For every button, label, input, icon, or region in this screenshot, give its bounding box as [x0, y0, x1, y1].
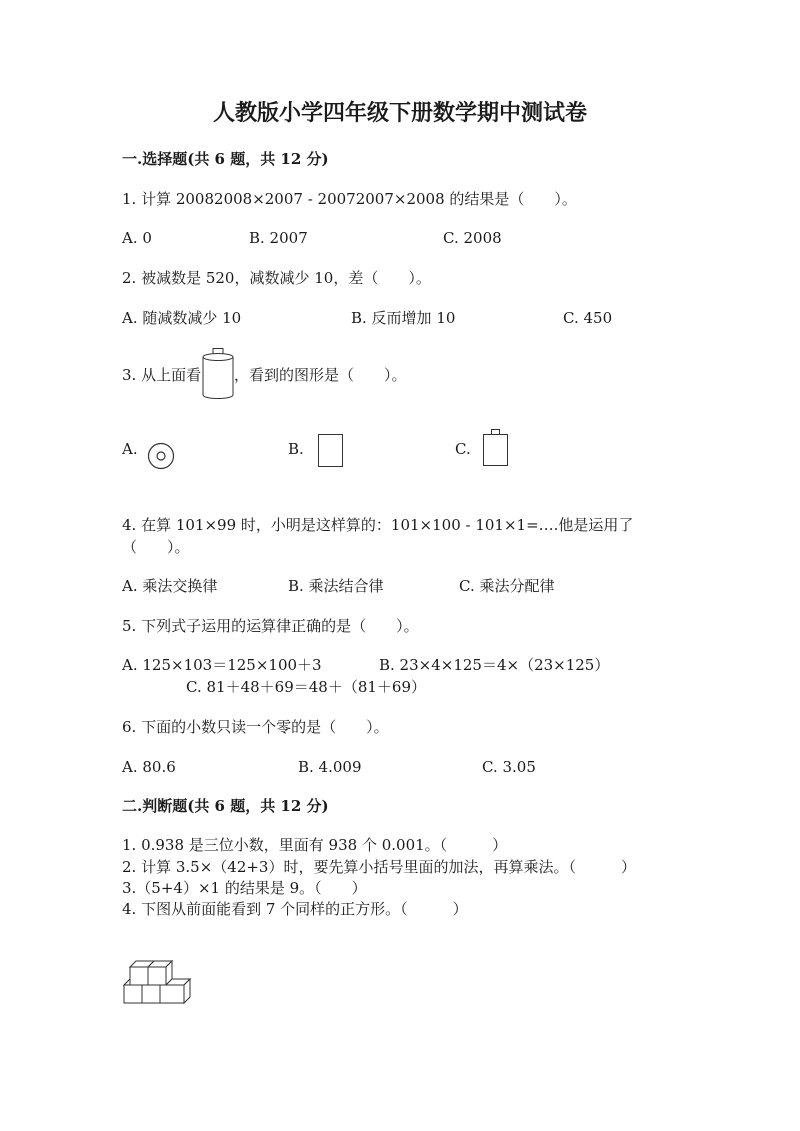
question-3-text-after: ，看到的图形是（ ）。	[234, 366, 407, 384]
question-2-option-b: B. 反而增加 10	[351, 309, 456, 327]
question-6-text: 6. 下面的小数只读一个零的是（ ）。	[122, 718, 389, 736]
question-1-option-c: C. 2008	[443, 229, 502, 247]
question-4-text-line2: （ ）。	[122, 538, 190, 556]
cube-stack-figure	[118, 955, 208, 1005]
question-6-option-c: C. 3.05	[482, 758, 536, 776]
question-3-option-a: A.	[122, 440, 138, 458]
page-title: 人教版小学四年级下册数学期中测试卷	[212, 100, 587, 126]
section-heading-judgment: 二.判断题(共 6 题，共 12 分)	[122, 797, 329, 815]
concentric-circles-figure	[147, 442, 175, 470]
section-heading-choice: 一.选择题(共 6 题，共 12 分)	[122, 150, 329, 168]
question-3-option-b: B.	[288, 440, 304, 458]
question-6-option-a: A. 80.6	[122, 758, 176, 776]
rectangle-with-cap-figure	[483, 429, 509, 467]
question-4-option-c: C. 乘法分配律	[459, 577, 555, 595]
question-2-option-a: A. 随减数减少 10	[122, 309, 242, 327]
question-1-text: 1. 计算 20082008×2007 - 20072007×2008 的结果是（ ）。	[122, 190, 577, 208]
question-4-text-line1: 4. 在算 101×99 时，小明是这样算的：101×100 - 101×1=….他是运用了	[122, 516, 634, 534]
question-1-option-a: A. 0	[122, 229, 152, 247]
question-4-option-b: B. 乘法结合律	[288, 577, 384, 595]
question-4-option-a: A. 乘法交换律	[122, 577, 218, 595]
question-5-option-b: B. 23×4×125＝4×（23×125）	[379, 656, 610, 674]
judgment-item-4: 4. 下图从前面能看到 7 个同样的正方形。（ ）	[122, 900, 468, 918]
question-2-option-c: C. 450	[563, 309, 613, 327]
question-5-text: 5. 下列式子运用的运算律正确的是（ ）。	[122, 617, 419, 635]
question-5-option-c: C. 81＋48＋69＝48＋（81＋69）	[186, 678, 427, 696]
judgment-item-3: 3.（5+4）×1 的结果是 9。（ ）	[122, 879, 367, 897]
question-1-option-b: B. 2007	[249, 229, 308, 247]
judgment-item-1: 1. 0.938 是三位小数，里面有 938 个 0.001。（ ）	[122, 836, 508, 854]
question-5-option-a: A. 125×103＝125×100＋3	[122, 656, 322, 674]
question-3-option-c: C.	[455, 440, 471, 458]
question-2-text: 2. 被减数是 520，减数减少 10，差（ ）。	[122, 269, 431, 287]
judgment-item-2: 2. 计算 3.5×（42+3）时，要先算小括号里面的加法，再算乘法。（ ）	[122, 858, 636, 876]
rectangle-figure	[318, 434, 344, 468]
question-6-option-b: B. 4.009	[298, 758, 362, 776]
question-3-text-before: 3. 从上面看	[122, 366, 202, 384]
cylinder-figure	[200, 348, 236, 402]
